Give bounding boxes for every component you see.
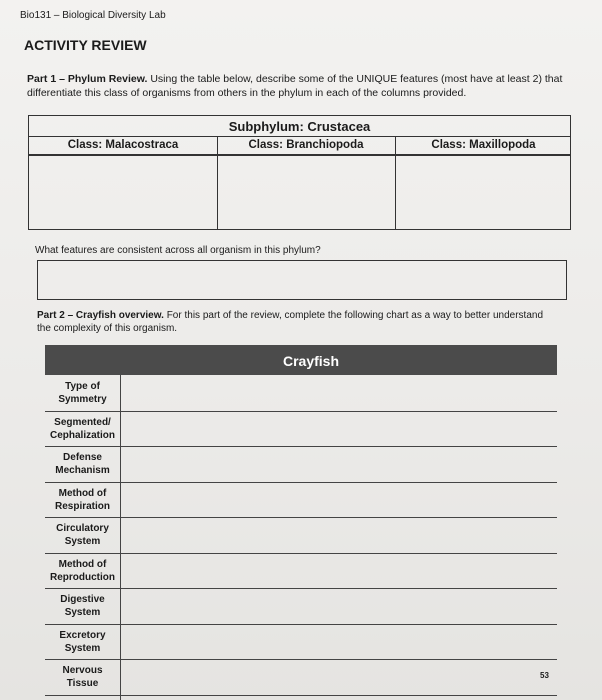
row-label-line: Excretory [59, 629, 106, 641]
row-label [45, 451, 120, 477]
crayfish-table-row [45, 553, 557, 590]
crayfish-answer-cell[interactable] [121, 588, 557, 624]
row-label [45, 487, 120, 513]
part1-text: Using the table below, describe some of the UNIQUE features (most have at least 2) that differentiate this class of organisms from others in the phylum in each of the columns provided. [27, 73, 563, 99]
crayfish-table-row [45, 588, 557, 625]
row-label [45, 664, 120, 690]
answer-cell-maxillopoda[interactable] [396, 156, 572, 229]
crayfish-table-row [45, 411, 557, 448]
part2-heading: Part 2 – Crayfish overview. [37, 310, 164, 321]
row-label-line: Respiration [54, 500, 110, 512]
subphylum-label: Subphylum: Crustacea [228, 119, 371, 134]
crayfish-answer-cell[interactable] [121, 375, 557, 411]
crayfish-header-bar [45, 345, 557, 375]
row-label-line: Mechanism [55, 465, 110, 476]
page-number: 53 [540, 671, 549, 680]
row-label-line: System [64, 642, 101, 654]
course-header: Bio131 – Biological Diversity Lab [20, 10, 166, 21]
row-label [45, 558, 120, 584]
row-label [45, 416, 120, 442]
crayfish-table-row [45, 446, 557, 483]
row-label-line: Symmetry [58, 394, 107, 405]
column-maxillopoda: Class: Maxillopoda [431, 139, 536, 151]
row-label [45, 522, 120, 548]
crayfish-answer-cell[interactable] [121, 411, 557, 447]
row-label [45, 593, 120, 619]
row-label-line: Method of [58, 487, 107, 499]
row-label-line: Segmented/ [54, 416, 111, 428]
part2-text: For this part of the review, complete the following chart as a way to better understand the complexity of this organism. [37, 310, 544, 334]
phylum-review-table [28, 115, 571, 230]
crayfish-answer-cell[interactable] [121, 553, 557, 589]
crayfish-column-title: Crayfish [283, 353, 340, 369]
consistent-features-answer-box[interactable] [37, 260, 567, 300]
row-label-line: Nervous [62, 665, 103, 676]
crayfish-table-row [45, 482, 557, 519]
crayfish-answer-cell[interactable] [121, 482, 557, 518]
row-label-line: Defense [63, 452, 102, 463]
column-malacostraca: Class: Malacostraca [67, 139, 179, 151]
part2-instructions [37, 309, 557, 335]
row-label-line: Circulatory [56, 523, 109, 534]
row-label-line: Reproduction [50, 571, 115, 583]
row-label-line: System [64, 607, 101, 618]
row-label-line: Cephalization [49, 429, 115, 441]
row-label-line: Tissue [66, 678, 99, 689]
phylum-table-header [29, 116, 570, 156]
consistent-features-question: What features are consistent across all organism in this phylum? [35, 245, 321, 256]
crayfish-table-row [45, 659, 557, 696]
row-label-line: Type of [65, 381, 100, 392]
crayfish-table-row [45, 624, 557, 661]
column-branchiopoda: Class: Branchiopoda [248, 139, 364, 151]
answer-cell-malacostraca[interactable] [29, 156, 217, 229]
part1-instructions [27, 72, 587, 100]
page-title: ACTIVITY REVIEW [24, 37, 147, 53]
crayfish-answer-cell[interactable] [121, 659, 557, 695]
crayfish-table-row [45, 517, 557, 554]
row-label [45, 629, 120, 655]
crayfish-answer-cell[interactable] [121, 446, 557, 482]
crayfish-overview-table [45, 345, 557, 700]
row-label-line: Digestive [60, 594, 105, 605]
row-label [45, 380, 120, 406]
row-label-line: System [64, 536, 101, 547]
row-label-line: Method of [58, 558, 107, 570]
part1-heading: Part 1 – Phylum Review. [27, 73, 148, 85]
crayfish-table-row [45, 375, 557, 412]
crayfish-answer-cell[interactable] [121, 624, 557, 660]
answer-cell-branchiopoda[interactable] [218, 156, 395, 229]
crayfish-answer-cell[interactable] [121, 517, 557, 553]
